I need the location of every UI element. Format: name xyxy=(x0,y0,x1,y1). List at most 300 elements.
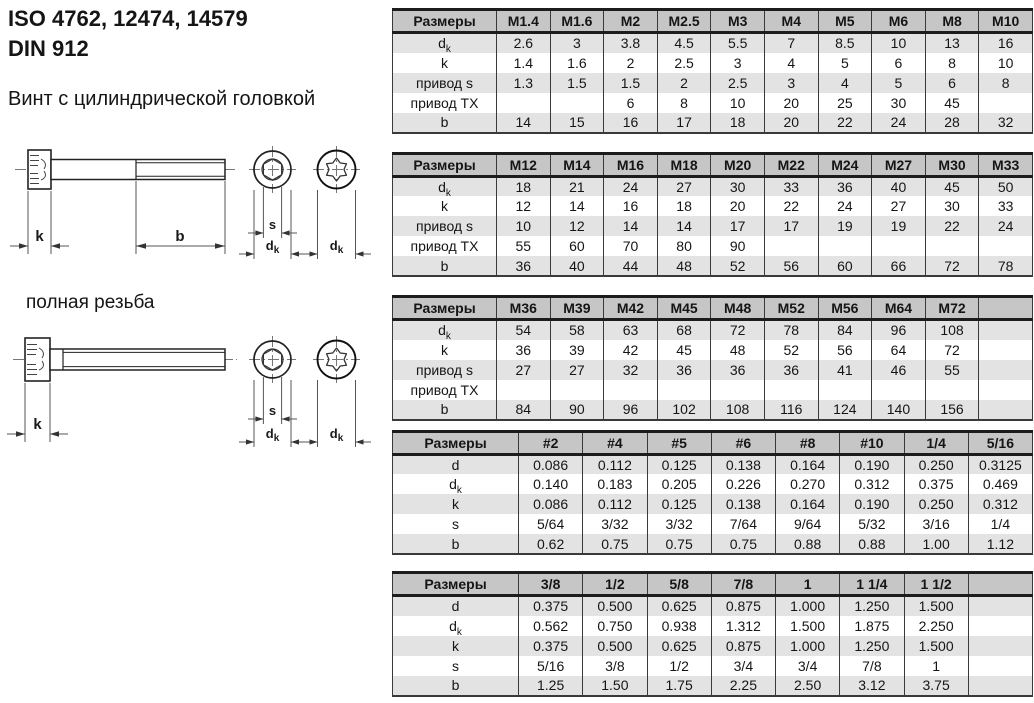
dimension-s xyxy=(248,377,297,424)
row-label-cell: b xyxy=(393,400,497,420)
dimension-value-cell: 0.226 xyxy=(711,474,775,494)
dimension-k xyxy=(7,383,68,442)
table-row xyxy=(393,596,1033,616)
dimension-value-cell: 36 xyxy=(497,340,551,360)
dimension-value-cell xyxy=(657,380,711,400)
dimension-value-cell: 14 xyxy=(497,113,551,133)
dimension-value-cell xyxy=(764,380,818,400)
table-row xyxy=(393,196,1033,216)
dimension-value-cell: 72 xyxy=(925,340,979,360)
dimension-value-cell: 3/32 xyxy=(583,514,647,534)
dimension-value-cell: 5.5 xyxy=(711,33,765,53)
size-header-cell: M42 xyxy=(604,297,658,320)
dimension-value-cell: 1.500 xyxy=(776,616,840,636)
size-header-cell: 3/8 xyxy=(519,573,583,596)
dimension-value-cell: 1.6 xyxy=(550,53,604,73)
size-header-cell: M1.4 xyxy=(497,10,551,33)
dimension-value-cell: 15 xyxy=(550,113,604,133)
dimension-value-cell: 32 xyxy=(604,360,658,380)
dimension-value-cell: 7/8 xyxy=(840,656,904,676)
dimension-value-cell: 14 xyxy=(604,216,658,236)
dimension-value-cell: 45 xyxy=(925,176,979,196)
dimension-value-cell xyxy=(979,93,1033,113)
size-header-cell: M3 xyxy=(711,10,765,33)
size-header-cell: M33 xyxy=(979,153,1033,176)
dimension-value-cell: 1.500 xyxy=(904,636,968,656)
table-row xyxy=(393,380,1033,400)
table-row xyxy=(393,656,1033,676)
dimension-value-cell: 19 xyxy=(872,216,926,236)
s-dimension-label: s xyxy=(268,403,277,418)
dimension-value-cell: 8 xyxy=(979,73,1033,93)
dimension-value-cell: 20 xyxy=(764,93,818,113)
dk-dimension-label: $d_k$ xyxy=(329,238,344,256)
dk-dimension-label: $d_k$ xyxy=(265,238,280,256)
dimension-value-cell: 1.312 xyxy=(711,616,775,636)
dimension-value-cell: 0.190 xyxy=(840,494,904,514)
row-label-cell: $d_k$ xyxy=(393,33,497,53)
size-header-cell: M39 xyxy=(550,297,604,320)
dimension-value-cell: 4 xyxy=(818,73,872,93)
screw-drawing-partial-thread xyxy=(0,141,385,266)
dimension-value-cell: 66 xyxy=(872,256,926,276)
dimension-value-cell: 33 xyxy=(979,196,1033,216)
table-row xyxy=(393,73,1033,93)
size-header-cell: #8 xyxy=(776,431,840,454)
size-header-cell: M4 xyxy=(764,10,818,33)
dimension-value-cell: 36 xyxy=(657,360,711,380)
dimensions-header-cell: Размеры xyxy=(393,10,497,33)
size-header-cell: M1.6 xyxy=(550,10,604,33)
dimension-value-cell: 0.190 xyxy=(840,454,904,474)
dimension-value-cell: 84 xyxy=(497,400,551,420)
dimension-value-cell: 56 xyxy=(818,340,872,360)
size-header-cell: M14 xyxy=(550,153,604,176)
row-label-cell: b xyxy=(393,676,519,696)
dimension-value-cell: 96 xyxy=(872,320,926,340)
dimension-value-cell: 60 xyxy=(818,256,872,276)
size-header-cell: 5/16 xyxy=(968,431,1032,454)
dimension-value-cell: 0.88 xyxy=(776,534,840,554)
dimension-value-cell: 1.4 xyxy=(497,53,551,73)
dimension-value-cell: 2.250 xyxy=(904,616,968,636)
dimension-value-cell: 6 xyxy=(604,93,658,113)
table-row xyxy=(393,236,1033,256)
dimension-value-cell: 90 xyxy=(711,236,765,256)
table-header-row xyxy=(393,297,1033,320)
size-header-cell: M45 xyxy=(657,297,711,320)
dimension-dk-torx xyxy=(302,380,371,447)
dimension-value-cell: 55 xyxy=(497,236,551,256)
dimension-value-cell: 2.5 xyxy=(657,53,711,73)
dimension-value-cell: 8 xyxy=(925,53,979,73)
dimension-value-cell: 9/64 xyxy=(776,514,840,534)
row-label-cell: $d_k$ xyxy=(393,616,519,636)
dimension-value-cell xyxy=(818,380,872,400)
dimension-value-cell: 0.138 xyxy=(711,494,775,514)
size-header-cell: 1 1/2 xyxy=(904,573,968,596)
size-header-cell: M10 xyxy=(979,10,1033,33)
table-header-row xyxy=(393,10,1033,33)
dimension-value-cell xyxy=(550,93,604,113)
dimension-value-cell xyxy=(979,320,1033,340)
dimension-value-cell: 16 xyxy=(604,196,658,216)
size-header-cell: M30 xyxy=(925,153,979,176)
dimension-value-cell: 12 xyxy=(550,216,604,236)
table-row xyxy=(393,33,1033,53)
table-row xyxy=(393,676,1033,696)
dimension-value-cell: 0.750 xyxy=(583,616,647,636)
dimension-value-cell: 13 xyxy=(925,33,979,53)
dimension-value-cell xyxy=(925,236,979,256)
table-row xyxy=(393,360,1033,380)
size-header-cell: M6 xyxy=(872,10,926,33)
size-header-cell: M48 xyxy=(711,297,765,320)
dimension-value-cell xyxy=(968,656,1032,676)
dimension-value-cell: 7/64 xyxy=(711,514,775,534)
dimension-value-cell: 7 xyxy=(764,33,818,53)
row-label-cell: b xyxy=(393,534,519,554)
row-label-cell: k xyxy=(393,196,497,216)
row-label-cell: k xyxy=(393,494,519,514)
dimension-value-cell: 3 xyxy=(711,53,765,73)
dimension-value-cell: 1.12 xyxy=(968,534,1032,554)
dimension-value-cell: 24 xyxy=(818,196,872,216)
dimension-value-cell: 18 xyxy=(657,196,711,216)
dimension-value-cell: 80 xyxy=(657,236,711,256)
dimension-value-cell: 90 xyxy=(550,400,604,420)
dimension-value-cell: 30 xyxy=(711,176,765,196)
table-row xyxy=(393,93,1033,113)
row-label-cell: привод TX xyxy=(393,236,497,256)
dimension-value-cell: 0.375 xyxy=(904,474,968,494)
dimension-value-cell: 1 xyxy=(904,656,968,676)
dimension-value-cell: 48 xyxy=(711,340,765,360)
dimension-value-cell: 108 xyxy=(711,400,765,420)
dimension-value-cell xyxy=(968,636,1032,656)
dimension-value-cell: 2.25 xyxy=(711,676,775,696)
size-header-cell: M5 xyxy=(818,10,872,33)
metric-sizes-table-1 xyxy=(392,8,1033,134)
size-header-cell: M64 xyxy=(872,297,926,320)
dimension-value-cell xyxy=(497,380,551,400)
size-header-cell: M12 xyxy=(497,153,551,176)
dimension-value-cell: 0.562 xyxy=(519,616,583,636)
dimension-value-cell: 63 xyxy=(604,320,658,340)
table-row xyxy=(393,53,1033,73)
product-subtitle: Винт с цилиндрической головкой xyxy=(8,88,316,110)
row-label-cell: привод TX xyxy=(393,93,497,113)
size-header-cell xyxy=(979,297,1033,320)
k-dimension-label: k xyxy=(33,416,42,433)
row-label-cell: s xyxy=(393,514,519,534)
dimension-value-cell: 72 xyxy=(925,256,979,276)
table-row xyxy=(393,534,1033,554)
dimension-value-cell: 5/32 xyxy=(840,514,904,534)
dimension-value-cell: 8.5 xyxy=(818,33,872,53)
dimension-value-cell: 27 xyxy=(872,196,926,216)
dimension-value-cell xyxy=(550,380,604,400)
dimension-value-cell: 44 xyxy=(604,256,658,276)
table-row xyxy=(393,636,1033,656)
k-dimension-label: k xyxy=(35,228,44,245)
dimension-value-cell: 33 xyxy=(764,176,818,196)
left-panel xyxy=(0,0,392,703)
dimension-value-cell: 0.086 xyxy=(519,454,583,474)
dimension-value-cell xyxy=(497,93,551,113)
dimension-value-cell: 2.5 xyxy=(711,73,765,93)
row-label-cell: b xyxy=(393,113,497,133)
dimension-value-cell: 0.250 xyxy=(904,454,968,474)
size-header-cell: M16 xyxy=(604,153,658,176)
dimension-value-cell: 1.5 xyxy=(604,73,658,93)
dimension-value-cell: 96 xyxy=(604,400,658,420)
dimension-value-cell: 56 xyxy=(764,256,818,276)
dimension-value-cell: 1.00 xyxy=(904,534,968,554)
dimension-value-cell: 102 xyxy=(657,400,711,420)
dimension-value-cell: 60 xyxy=(550,236,604,256)
size-header-cell: #4 xyxy=(583,431,647,454)
dimension-value-cell: 21 xyxy=(550,176,604,196)
dimension-value-cell: 5/64 xyxy=(519,514,583,534)
dimension-value-cell: 18 xyxy=(497,176,551,196)
size-header-cell: 1/4 xyxy=(904,431,968,454)
dimension-value-cell: 10 xyxy=(711,93,765,113)
size-header-cell: M2 xyxy=(604,10,658,33)
dimension-value-cell: 1.500 xyxy=(904,596,968,616)
dimension-value-cell: 10 xyxy=(872,33,926,53)
size-header-cell: 5/8 xyxy=(647,573,711,596)
dimension-b xyxy=(136,181,225,254)
dimension-value-cell: 78 xyxy=(764,320,818,340)
dimension-value-cell: 0.112 xyxy=(583,494,647,514)
table-row xyxy=(393,454,1033,474)
dimension-value-cell: 0.75 xyxy=(583,534,647,554)
dimension-value-cell: 27 xyxy=(657,176,711,196)
inch-sizes-table-1 xyxy=(392,430,1033,556)
dimension-value-cell: 8 xyxy=(657,93,711,113)
dimension-value-cell: 6 xyxy=(872,53,926,73)
dimension-value-cell xyxy=(979,340,1033,360)
row-label-cell: k xyxy=(393,340,497,360)
size-header-cell: 1 1/4 xyxy=(840,573,904,596)
dimension-value-cell: 1.3 xyxy=(497,73,551,93)
dimension-value-cell: 48 xyxy=(657,256,711,276)
dimension-value-cell xyxy=(872,236,926,256)
dimension-value-cell: 72 xyxy=(711,320,765,340)
dimension-value-cell: 50 xyxy=(979,176,1033,196)
dimension-value-cell: 42 xyxy=(604,340,658,360)
dimension-value-cell: 0.138 xyxy=(711,454,775,474)
inch-sizes-table-2 xyxy=(392,571,1033,697)
dimension-value-cell: 0.62 xyxy=(519,534,583,554)
table-row xyxy=(393,113,1033,133)
dimension-value-cell: 41 xyxy=(818,360,872,380)
dk-dimension-label: $d_k$ xyxy=(265,426,280,444)
dimension-value-cell: 2 xyxy=(657,73,711,93)
size-header-cell: #2 xyxy=(519,431,583,454)
dimension-value-cell: 18 xyxy=(711,113,765,133)
dimension-value-cell: 1.25 xyxy=(519,676,583,696)
metric-sizes-table-3 xyxy=(392,295,1033,421)
dimension-value-cell: 36 xyxy=(497,256,551,276)
dimension-value-cell: 3 xyxy=(764,73,818,93)
dimension-value-cell xyxy=(968,596,1032,616)
dimension-value-cell: 1.000 xyxy=(776,636,840,656)
dimension-value-cell: 0.086 xyxy=(519,494,583,514)
standard-din-line: DIN 912 xyxy=(8,35,89,61)
dimension-value-cell: 36 xyxy=(764,360,818,380)
dimension-value-cell: 3/32 xyxy=(647,514,711,534)
dimension-value-cell: 0.312 xyxy=(840,474,904,494)
dimension-value-cell: 0.183 xyxy=(583,474,647,494)
standard-iso-line: ISO 4762, 12474, 14579 xyxy=(8,6,248,31)
dimension-value-cell: 3 xyxy=(550,33,604,53)
dimension-value-cell: 5/16 xyxy=(519,656,583,676)
dimension-value-cell: 14 xyxy=(550,196,604,216)
dimension-value-cell: 124 xyxy=(818,400,872,420)
dimension-value-cell: 52 xyxy=(711,256,765,276)
dimension-value-cell xyxy=(764,236,818,256)
screw-drawing-full-thread xyxy=(0,324,385,454)
dimension-value-cell: 0.164 xyxy=(776,494,840,514)
dimension-value-cell: 0.125 xyxy=(647,494,711,514)
dimension-value-cell: 0.250 xyxy=(904,494,968,514)
dimension-value-cell: 1.75 xyxy=(647,676,711,696)
size-header-cell: M72 xyxy=(925,297,979,320)
table-header-row xyxy=(393,431,1033,454)
dimension-value-cell xyxy=(968,616,1032,636)
dimension-value-cell: 0.875 xyxy=(711,596,775,616)
dimension-value-cell: 17 xyxy=(711,216,765,236)
size-header-cell: 1 xyxy=(776,573,840,596)
size-header-cell: M18 xyxy=(657,153,711,176)
dimension-value-cell: 0.3125 xyxy=(968,454,1032,474)
row-label-cell: k xyxy=(393,636,519,656)
dimension-value-cell: 28 xyxy=(925,113,979,133)
row-label-cell: k xyxy=(393,53,497,73)
dimension-value-cell: 2.6 xyxy=(497,33,551,53)
dimension-value-cell xyxy=(979,400,1033,420)
size-header-cell: M52 xyxy=(764,297,818,320)
dimension-value-cell: 0.500 xyxy=(583,596,647,616)
dimension-value-cell: 55 xyxy=(925,360,979,380)
row-label-cell: d xyxy=(393,596,519,616)
dimension-value-cell: 46 xyxy=(872,360,926,380)
dimension-value-cell: 0.875 xyxy=(711,636,775,656)
dimension-value-cell: 27 xyxy=(497,360,551,380)
dimension-value-cell: 10 xyxy=(979,53,1033,73)
dimension-value-cell: 3/4 xyxy=(776,656,840,676)
page-title xyxy=(8,4,248,64)
dimension-value-cell: 45 xyxy=(925,93,979,113)
dimension-value-cell: 3/4 xyxy=(711,656,775,676)
dimension-value-cell: 0.469 xyxy=(968,474,1032,494)
row-label-cell: s xyxy=(393,656,519,676)
dimension-value-cell: 40 xyxy=(550,256,604,276)
dimension-value-cell: 1/4 xyxy=(968,514,1032,534)
dimension-value-cell: 156 xyxy=(925,400,979,420)
row-label-cell: привод s xyxy=(393,216,497,236)
dimension-value-cell: 3.12 xyxy=(840,676,904,696)
dimension-value-cell: 24 xyxy=(979,216,1033,236)
dimension-value-cell: 0.112 xyxy=(583,454,647,474)
dimension-value-cell: 45 xyxy=(657,340,711,360)
dimension-value-cell: 22 xyxy=(818,113,872,133)
row-label-cell: привод s xyxy=(393,73,497,93)
dimension-value-cell: 30 xyxy=(872,93,926,113)
dimension-value-cell: 1/2 xyxy=(647,656,711,676)
dimension-value-cell xyxy=(872,380,926,400)
dimension-value-cell: 2 xyxy=(604,53,658,73)
dimension-value-cell: 0.140 xyxy=(519,474,583,494)
table-header-row xyxy=(393,153,1033,176)
dimension-value-cell: 22 xyxy=(925,216,979,236)
table-row xyxy=(393,256,1033,276)
dimension-value-cell: 36 xyxy=(818,176,872,196)
table-row xyxy=(393,474,1033,494)
dimension-value-cell: 32 xyxy=(979,113,1033,133)
screw-side-view xyxy=(25,338,225,381)
dimension-k xyxy=(10,191,69,254)
table-row xyxy=(393,514,1033,534)
dimension-value-cell: 70 xyxy=(604,236,658,256)
dimension-value-cell: 3/16 xyxy=(904,514,968,534)
dimension-value-cell: 24 xyxy=(872,113,926,133)
dimension-value-cell: 17 xyxy=(764,216,818,236)
dimension-value-cell: 6 xyxy=(925,73,979,93)
size-header-cell: M24 xyxy=(818,153,872,176)
row-label-cell: привод s xyxy=(393,360,497,380)
tables-panel xyxy=(392,0,1034,703)
size-header-cell: 7/8 xyxy=(711,573,775,596)
dimension-value-cell: 116 xyxy=(764,400,818,420)
dimension-value-cell: 39 xyxy=(550,340,604,360)
dimension-value-cell: 36 xyxy=(711,360,765,380)
dimension-value-cell: 1.875 xyxy=(840,616,904,636)
dimension-value-cell: 0.75 xyxy=(647,534,711,554)
dimension-value-cell: 25 xyxy=(818,93,872,113)
dimension-value-cell: 58 xyxy=(550,320,604,340)
dimension-value-cell: 4.5 xyxy=(657,33,711,53)
dimension-value-cell: 40 xyxy=(872,176,926,196)
dimension-value-cell: 108 xyxy=(925,320,979,340)
s-dimension-label: s xyxy=(268,217,277,232)
dimensions-header-cell: Размеры xyxy=(393,153,497,176)
dimension-value-cell: 27 xyxy=(550,360,604,380)
dimension-value-cell: 1.250 xyxy=(840,636,904,656)
dimension-value-cell: 20 xyxy=(711,196,765,216)
dimension-value-cell xyxy=(968,676,1032,696)
row-label-cell: $d_k$ xyxy=(393,474,519,494)
dimension-value-cell: 3.8 xyxy=(604,33,658,53)
dimension-value-cell: 1.000 xyxy=(776,596,840,616)
size-header-cell: #6 xyxy=(711,431,775,454)
dimension-value-cell: 0.375 xyxy=(519,596,583,616)
dimension-value-cell: 68 xyxy=(657,320,711,340)
dimension-value-cell: 19 xyxy=(818,216,872,236)
dimensions-header-cell: Размеры xyxy=(393,573,519,596)
size-header-cell: M2.5 xyxy=(657,10,711,33)
dimension-value-cell: 17 xyxy=(657,113,711,133)
dimension-value-cell: 10 xyxy=(497,216,551,236)
dimension-value-cell: 14 xyxy=(657,216,711,236)
dimension-value-cell: 0.625 xyxy=(647,596,711,616)
size-header-cell: 1/2 xyxy=(583,573,647,596)
dimension-value-cell: 3/8 xyxy=(583,656,647,676)
row-label-cell: $d_k$ xyxy=(393,320,497,340)
size-header-cell: M27 xyxy=(872,153,926,176)
